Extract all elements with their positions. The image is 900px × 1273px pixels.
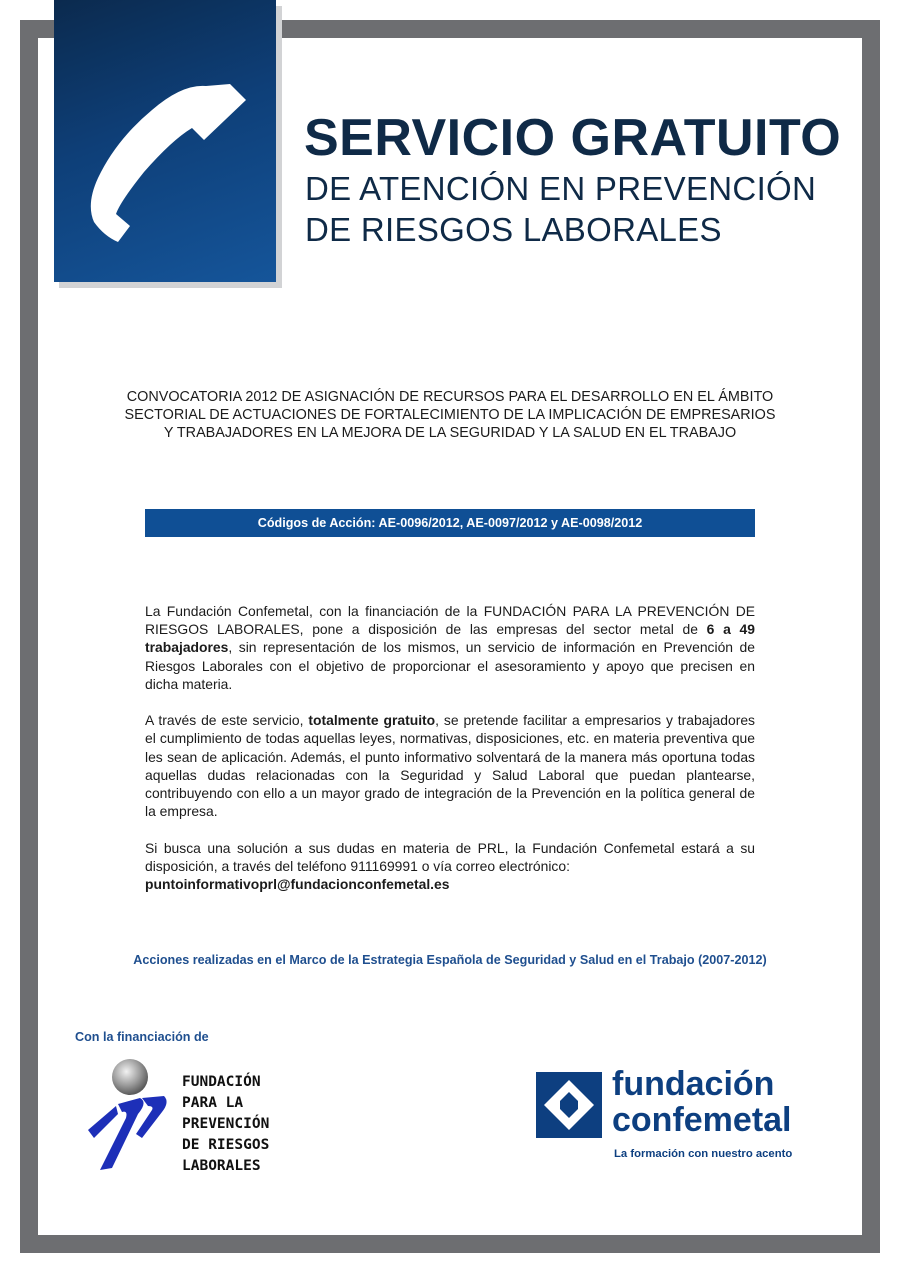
convocatoria-heading [100, 388, 800, 442]
paragraph-text: , se pretende facilitar a empresarios y trabajadores el cumplimiento de todas aquellas leyes, normativas, disposiciones, etc. en materia preventiva que les sean de aplicación. Además, el punto informativo solventará de la manera más oportuna todas aquellas dudas relacionadas con la Seguridad y Salud Laboral que puedan plantearse, contribuyendo con ello a un mayor grado de integración de la Prevención en la política general de la empresa. [145, 712, 755, 820]
confemetal-name-line: fundación [612, 1065, 775, 1103]
phone-box [54, 0, 276, 282]
paragraph-service [145, 711, 755, 820]
acciones-note: Acciones realizadas en el Marco de la Estrategia Española de Seguridad y Salud en el Trabajo (2007-2012) [133, 953, 767, 967]
convocatoria-line: Y TRABAJADORES EN LA MEJORA DE LA SEGURIDAD Y LA SALUD EN EL TRABAJO [163, 425, 737, 441]
convocatoria-line: SECTORIAL DE ACTUACIONES DE FORTALECIMIENTO DE LA IMPLICACIÓN DE EMPRESARIOS [124, 407, 776, 423]
paragraph-contact [145, 839, 755, 894]
subtitle-line: DE ATENCIÓN EN PREVENCIÓN [305, 170, 817, 207]
financiacion-label: Con la financiación de [75, 1030, 209, 1044]
fprl-logo-line: PARA LA [182, 1095, 244, 1111]
action-codes-banner: Códigos de Acción: AE-0096/2012, AE-0097/2012 y AE-0098/2012 [145, 509, 755, 537]
page-subtitle [305, 168, 816, 250]
convocatoria-line: CONVOCATORIA 2012 DE ASIGNACIÓN DE RECURSOS PARA EL DESARROLLO EN EL ÁMBITO [126, 389, 774, 405]
subtitle-line: DE RIESGOS LABORALES [305, 211, 722, 248]
fprl-logo-text [182, 1072, 269, 1177]
confemetal-emblem-icon [536, 1072, 602, 1138]
body-text [145, 602, 755, 911]
fprl-logo-line: DE RIESGOS [182, 1137, 270, 1153]
fprl-logo-line: LABORALES [182, 1158, 261, 1174]
confemetal-tagline: La formación con nuestro acento [614, 1148, 793, 1160]
contact-email[interactable]: puntoinformativoprl@fundacionconfemetal.es [145, 876, 450, 893]
confemetal-logo-name [612, 1066, 792, 1138]
paragraph-text: , sin representación de los mismos, un servicio de información en Prevención de Riesgos Laborales con el objetivo de proporcionar el asesoramiento y apoyo que precisen en dicha materia. [145, 639, 755, 692]
paragraph-text: Si busca una solución a sus dudas en materia de PRL, la Fundación Confemetal estará a su disposición, a través del teléfono 911169991 o vía correo electrónico: [145, 839, 755, 874]
fprl-logo-line: PREVENCIÓN [182, 1116, 270, 1132]
paragraph-bold: totalmente gratuito [308, 712, 436, 729]
paragraph-text: A través de este servicio, [145, 712, 309, 729]
paragraph-text: La Fundación Confemetal, con la financiación de la FUNDACIÓN PARA LA PREVENCIÓN DE RIESGOS LABORALES, pone a disposición de las empresas del sector metal de [145, 603, 755, 638]
fprl-figure-icon [82, 1058, 172, 1176]
fprl-logo-line: FUNDACIÓN [182, 1074, 261, 1090]
confemetal-name-line: confemetal [612, 1101, 792, 1139]
paragraph-bold: 6 a 49 trabajadores [145, 621, 756, 656]
paragraph-intro [145, 602, 755, 693]
phone-handset-icon [54, 0, 276, 282]
page-title: SERVICIO GRATUITO [304, 109, 842, 167]
